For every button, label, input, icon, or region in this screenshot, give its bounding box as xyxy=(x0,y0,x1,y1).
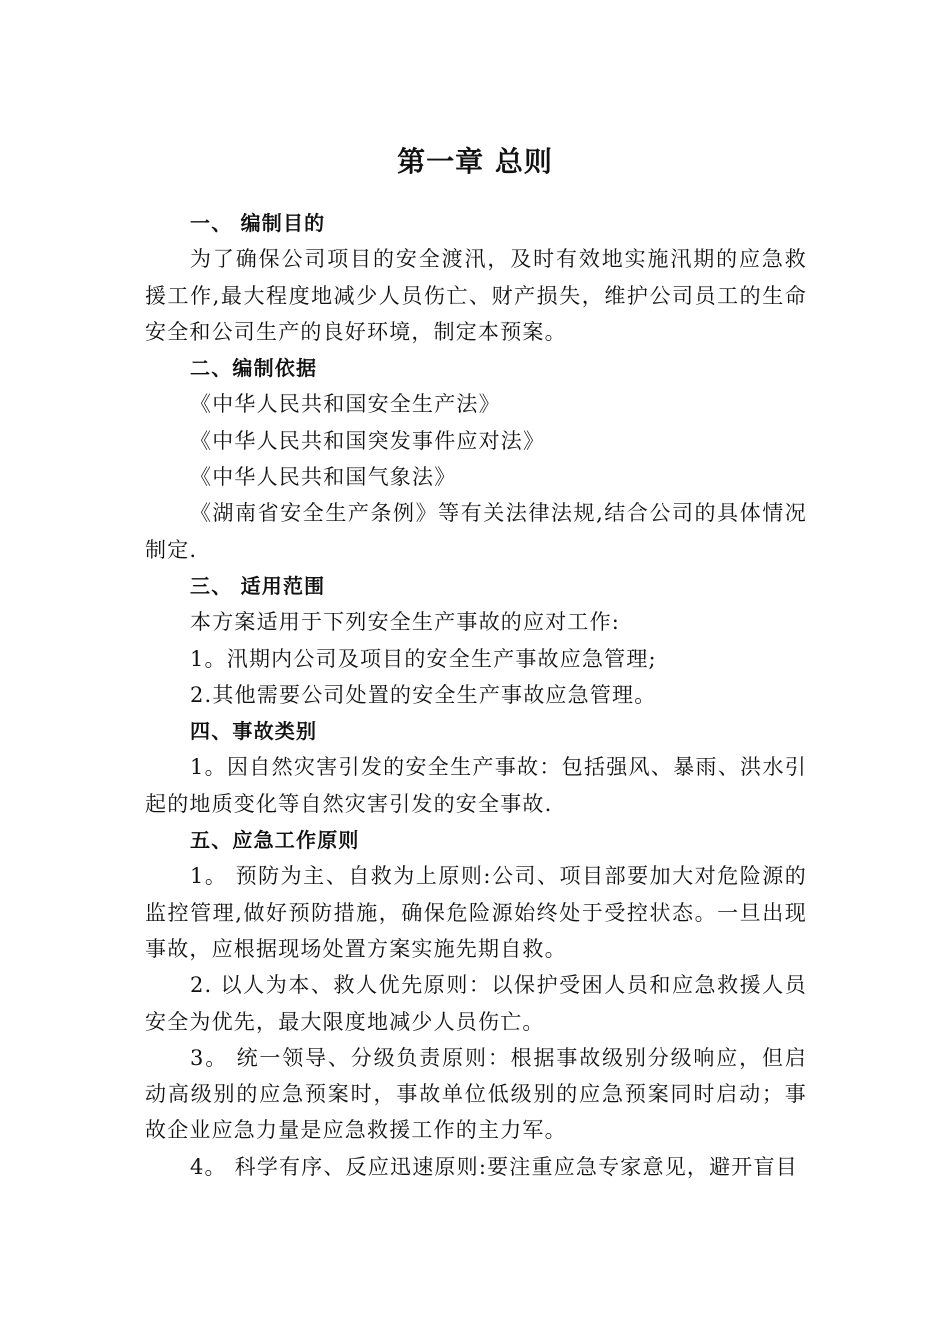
scope-item: 2.其他需要公司处置的安全生产事故应急管理。 xyxy=(190,682,657,707)
section-heading-scope: 三、 适用范围 xyxy=(190,573,326,598)
principle-item: 3。 统一领导、分级负责原则：根据事故级别分级响应，但启动高级别的应急预案时，事故单位低级别的应急预案同时启动；事故企业应急力量是应急救援工作的主力军。 xyxy=(145,1045,807,1143)
law-item: 《中华人民共和国气象法》 xyxy=(190,465,457,490)
document-body xyxy=(145,205,807,1185)
section-heading-purpose: 一、 编制目的 xyxy=(190,211,326,235)
paragraph-scope: 本方案适用于下列安全生产事故的应对工作: xyxy=(190,610,621,635)
principle-item: 2. 以人为本、救人优先原则：以保护受困人员和应急救援人员安全为优先，最大限度地减少人员伤亡。 xyxy=(145,973,807,1034)
principle-item: 4。 科学有序、反应迅速原则:要注重应急专家意见，避开盲目 xyxy=(190,1154,798,1179)
category-item: 1。因自然灾害引发的安全生产事故：包括强风、暴雨、洪水引起的地质变化等自然灾害引发的安全事故. xyxy=(145,755,807,816)
law-item: 《中华人民共和国突发事件应对法》 xyxy=(190,428,546,453)
scope-item: 1。汛期内公司及项目的安全生产事故应急管理; xyxy=(190,646,657,671)
section-heading-basis: 二、编制依据 xyxy=(190,356,318,381)
section-heading-principles: 五、应急工作原则 xyxy=(190,828,360,853)
principle-item: 1。 预防为主、自救为上原则:公司、项目部要加大对危险源的监控管理,做好预防措施，确保危险源始终处于受控状态。一旦出现事故，应根据现场处置方案实施先期自救。 xyxy=(145,864,807,961)
section-heading-categories: 四、事故类别 xyxy=(190,719,318,744)
chapter-title: 第一章 总则 xyxy=(397,145,553,178)
paragraph-purpose: 为了确保公司项目的安全渡汛，及时有效地实施汛期的应急救援工作,最大程度地减少人员伤亡、财产损失，维护公司员工的生命安全和公司生产的良好环境，制定本预案。 xyxy=(145,247,807,344)
law-item: 《中华人民共和国安全生产法》 xyxy=(190,392,501,417)
law-item: 《湖南省安全生产条例》等有关法律法规,结合公司的具体情况制定. xyxy=(145,501,807,562)
